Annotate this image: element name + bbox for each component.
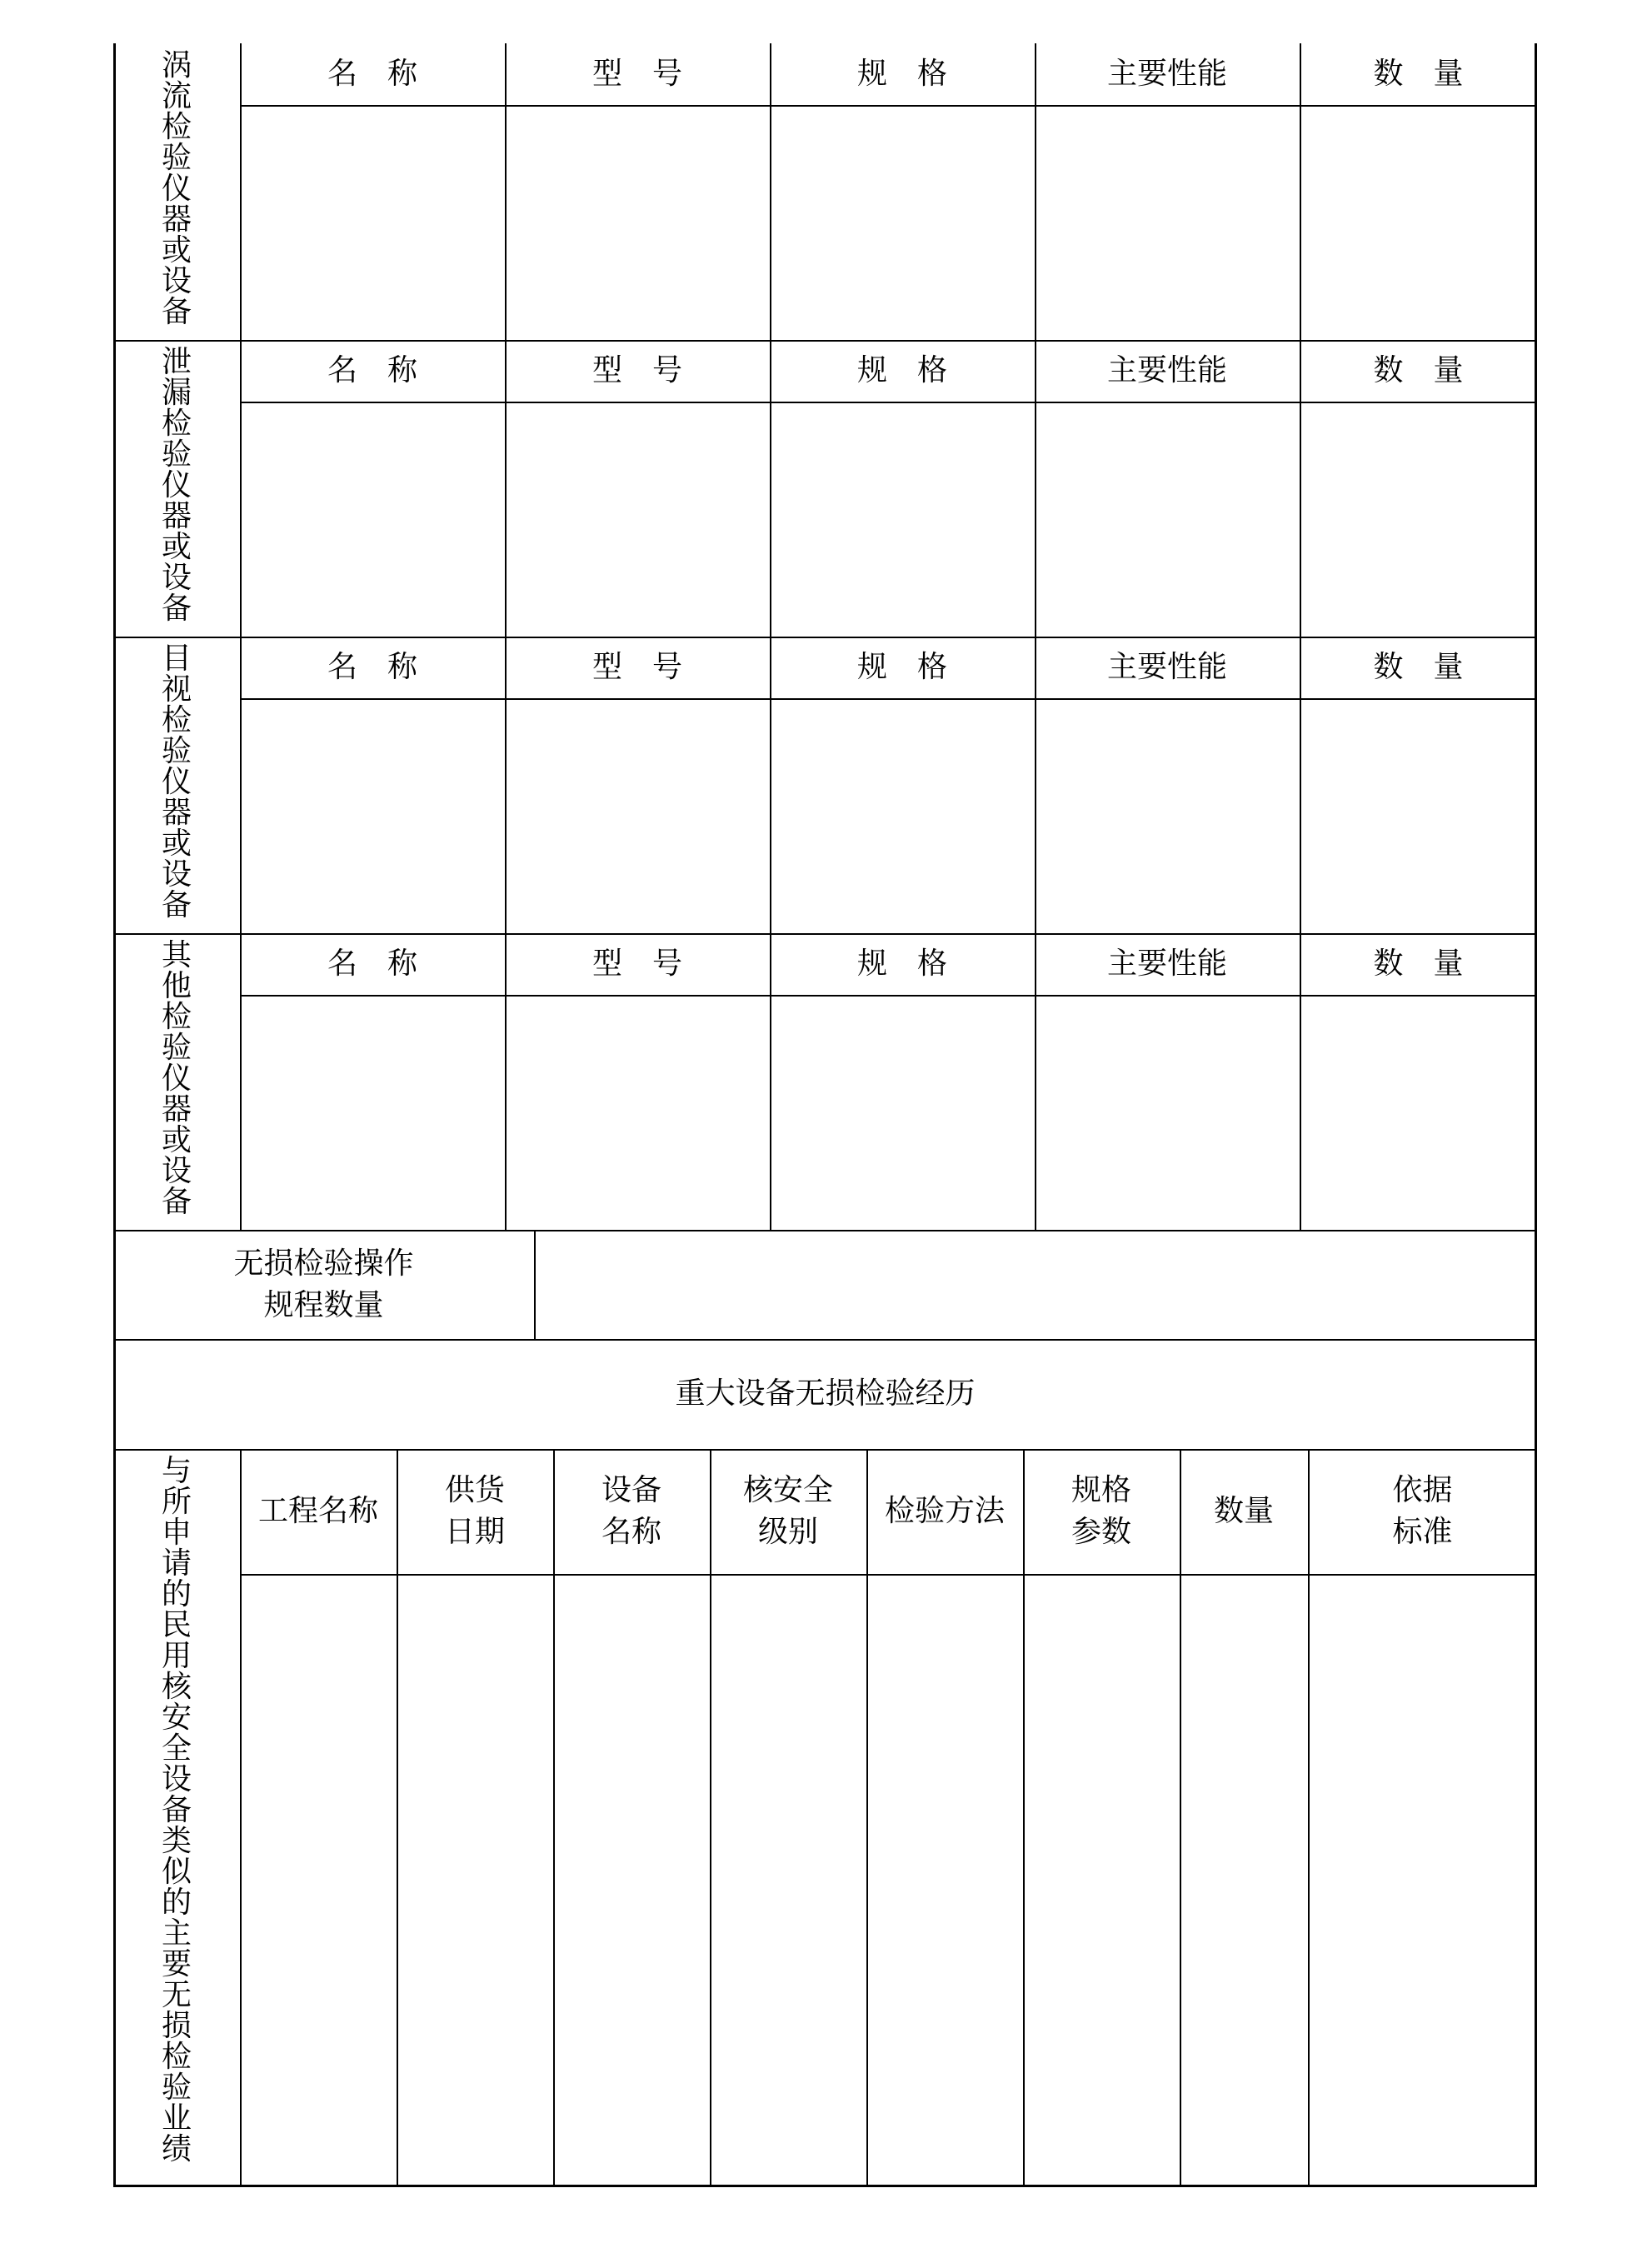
data-cell[interactable]	[770, 105, 1035, 340]
data-cell[interactable]	[1300, 402, 1537, 637]
data-cell[interactable]	[1023, 1574, 1180, 2187]
data-cell[interactable]	[770, 402, 1035, 637]
column-header: 规 格	[856, 353, 947, 387]
column-header: 名 称	[327, 650, 417, 684]
data-cell[interactable]	[505, 995, 770, 1230]
column-header: 名 称	[327, 57, 417, 91]
column-header: 名 称	[327, 353, 417, 387]
data-cell[interactable]	[240, 1574, 397, 2187]
section-side-label: 涡 流 检 验 仪 器 或 设 备	[161, 48, 192, 329]
data-cell[interactable]	[866, 1574, 1023, 2187]
data-cell[interactable]	[505, 698, 770, 933]
data-cell[interactable]	[240, 698, 505, 933]
column-header: 型 号	[591, 353, 682, 387]
data-cell[interactable]	[240, 402, 505, 637]
column-header: 规 格	[856, 57, 947, 91]
procedures-value[interactable]	[534, 1230, 1537, 1339]
experience-column-header: 核安全 级别	[742, 1473, 833, 1549]
experience-column-header: 数量	[1213, 1494, 1274, 1528]
column-header: 名 称	[327, 947, 417, 981]
data-cell[interactable]	[1308, 1574, 1537, 2187]
experience-column-header: 设备 名称	[601, 1473, 661, 1549]
data-cell[interactable]	[770, 698, 1035, 933]
section-side-label: 目 视 检 验 仪 器 或 设 备	[161, 642, 192, 922]
data-cell[interactable]	[1035, 698, 1300, 933]
equipment-form	[113, 43, 1537, 2187]
data-cell[interactable]	[1180, 1574, 1308, 2187]
experience-column-header: 工程名称	[257, 1494, 378, 1528]
column-header: 数 量	[1373, 947, 1464, 981]
data-cell[interactable]	[770, 995, 1035, 1230]
data-cell[interactable]	[1300, 698, 1537, 933]
column-header: 型 号	[591, 57, 682, 91]
data-cell[interactable]	[1035, 995, 1300, 1230]
data-cell[interactable]	[1035, 105, 1300, 340]
column-header: 数 量	[1373, 57, 1464, 91]
column-header: 规 格	[856, 650, 947, 684]
experience-column-header: 检验方法	[884, 1494, 1005, 1528]
data-cell[interactable]	[1035, 402, 1300, 637]
experience-column-header: 规格 参数	[1071, 1473, 1131, 1549]
column-header: 主要性能	[1106, 353, 1227, 387]
column-header: 数 量	[1373, 650, 1464, 684]
data-cell[interactable]	[553, 1574, 710, 2187]
experience-column-header: 供货 日期	[444, 1473, 505, 1549]
column-header: 数 量	[1373, 353, 1464, 387]
section-side-label: 泄 漏 检 验 仪 器 或 设 备	[161, 345, 192, 626]
procedures-label: 无损检验操作 规程数量	[233, 1246, 414, 1322]
column-header: 主要性能	[1106, 650, 1227, 684]
data-cell[interactable]	[710, 1574, 866, 2187]
section-side-label: 其 他 检 验 仪 器 或 设 备	[161, 938, 192, 1219]
column-header: 型 号	[591, 650, 682, 684]
data-cell[interactable]	[240, 105, 505, 340]
data-cell[interactable]	[240, 995, 505, 1230]
data-cell[interactable]	[505, 402, 770, 637]
column-header: 型 号	[591, 947, 682, 981]
experience-column-header: 依据 标准	[1392, 1473, 1453, 1549]
experience-side-label: 与 所 申 请 的 民 用 核 安 全 设 备 类 似 的 主 要 无 损 检 验 业 绩	[161, 1454, 192, 2166]
column-header: 主要性能	[1106, 947, 1227, 981]
experience-title: 重大设备无损检验经历	[675, 1376, 976, 1411]
data-cell[interactable]	[397, 1574, 553, 2187]
data-cell[interactable]	[1300, 105, 1537, 340]
data-cell[interactable]	[1300, 995, 1537, 1230]
data-cell[interactable]	[505, 105, 770, 340]
column-header: 主要性能	[1106, 57, 1227, 91]
column-header: 规 格	[856, 947, 947, 981]
